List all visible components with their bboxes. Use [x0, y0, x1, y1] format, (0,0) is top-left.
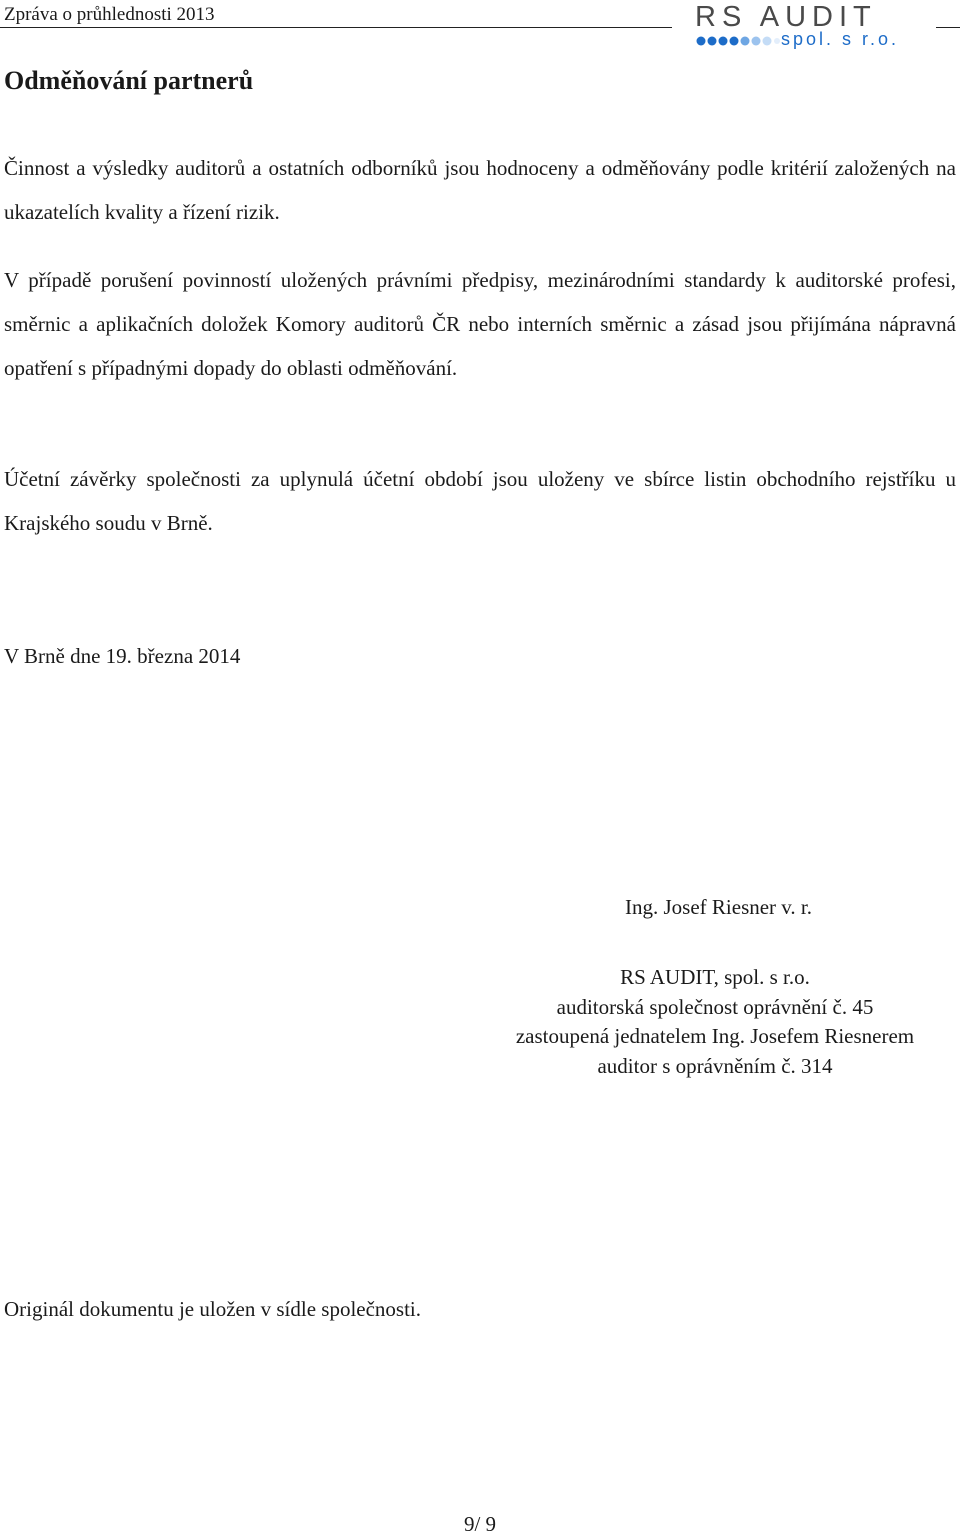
company-logo — [695, 2, 917, 48]
header-title: Zpráva o průhlednosti 2013 — [4, 4, 215, 25]
paragraph-financial-statements: Účetní závěrky společnosti za uplynulá účetní období jsou uloženy ve sbírce listin obchodního rejstříku u Krajského soudu v Brně. — [4, 467, 956, 535]
logo-dots-icon — [696, 35, 780, 47]
header-rule-right — [936, 27, 960, 28]
section-title: Odměňování partnerů — [4, 66, 254, 95]
header-rule — [0, 27, 672, 28]
company-line: RS AUDIT, spol. s r.o. — [620, 965, 810, 989]
company-block — [470, 963, 960, 1081]
company-line: auditorská společnost oprávnění č. 45 — [556, 994, 874, 1019]
logo-subtitle: spol. s r.o. — [781, 29, 900, 49]
paragraph-evaluation: Činnost a výsledky auditorů a ostatních odborníků jsou hodnoceny a odměňovány podle kritérií založených na ukazatelích kvality a řízení rizik. — [4, 156, 956, 224]
company-line: zastoupená jednatelem Ing. Josefem Riesnerem — [515, 1024, 915, 1048]
original-note: Originál dokumentu je uložen v sídle společnosti. — [4, 1297, 422, 1321]
signatory-name: Ing. Josef Riesner v. r. — [625, 895, 813, 919]
page-number: 9/ 9 — [463, 1512, 497, 1536]
paragraph-violations: V případě porušení povinností uložených právními předpisy, mezinárodními standardy k auditorské profesi, směrnic a aplikačních doložek Komory auditorů ČR nebo interních směrnic a zásad jsou přijímána nápravná opatření s případnými dopady do oblasti odměňování. — [4, 268, 956, 380]
logo-name: RS AUDIT — [695, 1, 877, 33]
company-line: auditor s oprávněním č. 314 — [597, 1053, 833, 1078]
date-line: V Brně dne 19. března 2014 — [4, 644, 241, 668]
